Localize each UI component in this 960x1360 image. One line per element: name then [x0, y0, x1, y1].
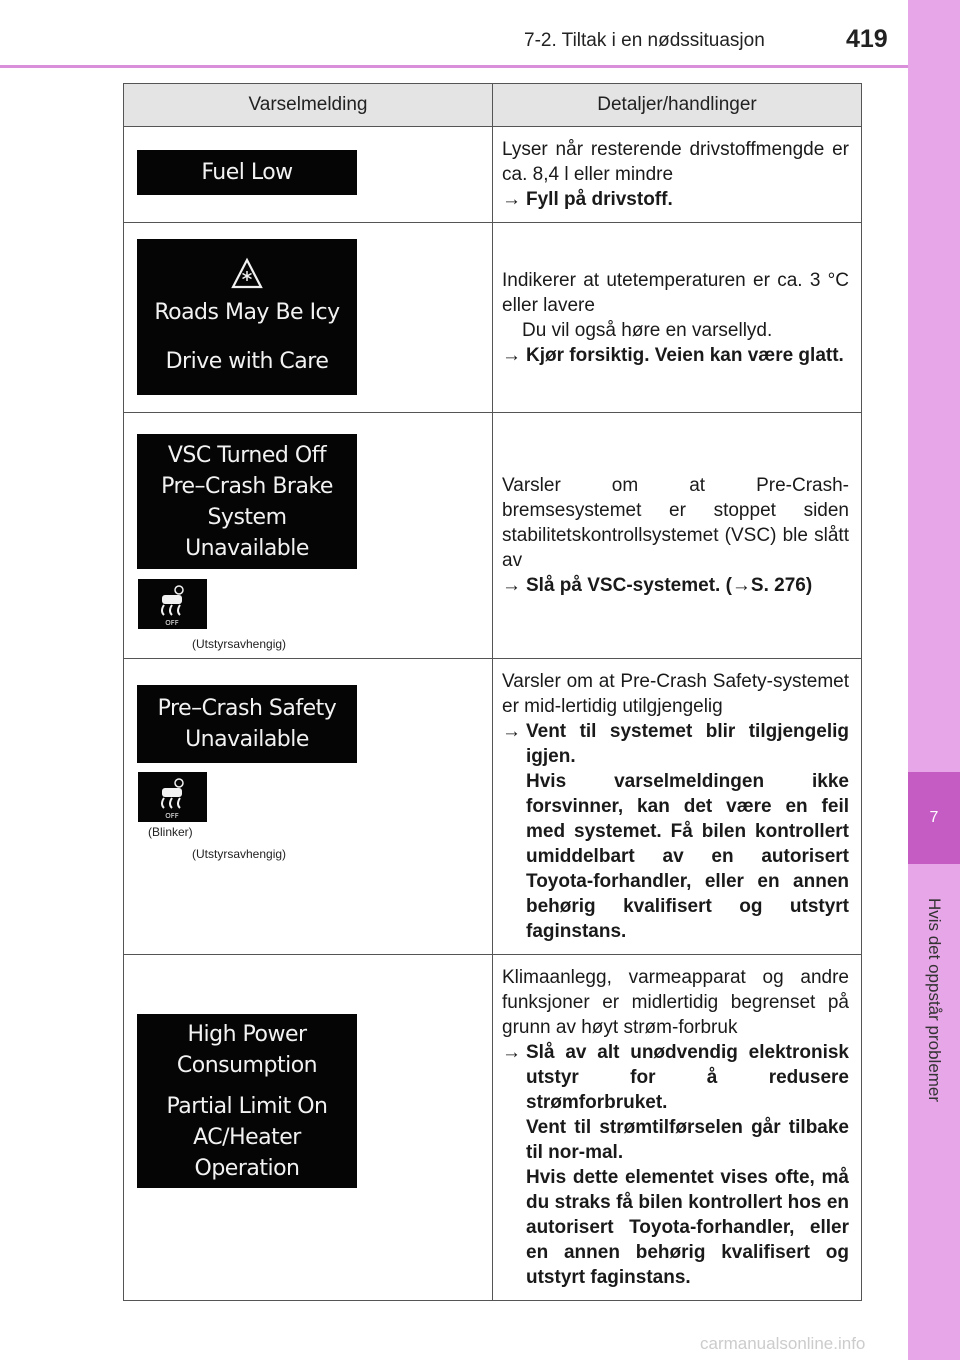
equipment-caption: (Utstyrsavhengig) — [192, 847, 287, 861]
action-text — [502, 719, 849, 769]
additional-text: Hvis dette elementet vises ofte, må du straks få bilen kontrollert hos en autorisert Toyota-forhandler, eller en annen behørig kvalifisert og utstyrt faginstans. — [526, 1167, 849, 1288]
additional-text: Vent til strømtilførselen går tilbake til nor-mal. — [526, 1117, 849, 1163]
display-line: Unavailable — [185, 535, 309, 561]
header-divider — [0, 65, 908, 68]
section-title: 7-2. Tiltak i en nødssituasjon — [524, 30, 765, 51]
details-cell — [493, 413, 862, 659]
icy-roads-display — [137, 239, 357, 395]
table-row — [124, 955, 862, 1301]
watermark: carmanualsonline.info — [700, 1334, 866, 1353]
arrow-icon: → — [502, 1042, 521, 1063]
arrow-icon: → — [502, 344, 521, 366]
details-cell — [493, 223, 862, 413]
table-row — [124, 659, 862, 955]
vsc-off-display — [137, 434, 357, 569]
action-label: Vent til systemet blir tilgjengelig igjen. — [526, 721, 849, 767]
action-label: Fyll på drivstoff. — [526, 189, 673, 210]
action-label: Slå på VSC-systemet. (→S. 276) — [526, 575, 813, 596]
warning-message-table — [123, 83, 862, 1301]
table-header-row — [124, 84, 862, 127]
display-line: AC/Heater — [193, 1124, 301, 1150]
action-text — [502, 187, 849, 212]
pcs-unavailable-display — [137, 685, 357, 763]
display-line: Unavailable — [185, 727, 309, 752]
display-line: Roads May Be Icy — [154, 300, 340, 325]
table-row — [124, 127, 862, 223]
arrow-icon: → — [502, 189, 521, 210]
display-line: System — [207, 504, 287, 530]
high-power-display — [137, 1014, 357, 1188]
display-line: Operation — [194, 1155, 300, 1181]
column-header-message: Varselmelding — [124, 84, 493, 127]
svg-text:OFF: OFF — [165, 619, 179, 627]
chapter-number: 7 — [908, 772, 960, 864]
column-header-details: Detaljer/handlinger — [493, 84, 862, 127]
action-text — [502, 1040, 849, 1115]
details-cell — [493, 127, 862, 223]
display-line: High Power — [187, 1021, 307, 1047]
display-line: Consumption — [176, 1052, 318, 1078]
action-text — [502, 343, 849, 368]
action-label: Kjør forsiktig. Veien kan være glatt. — [526, 344, 844, 366]
display-line: Pre–Crash Brake — [161, 473, 333, 499]
side-tab — [908, 0, 960, 1360]
message-image-cell — [124, 413, 493, 659]
page-number: 419 — [846, 25, 888, 53]
description-text: Lyser når resterende drivstoffmengde er ca. 8,4 l eller mindre — [502, 139, 849, 185]
table-row — [124, 413, 862, 659]
message-image-cell — [124, 955, 493, 1301]
fuel-low-display — [137, 150, 357, 195]
vsc-off-indicator — [138, 772, 207, 822]
details-cell — [493, 955, 862, 1301]
arrow-icon: → — [502, 721, 521, 742]
message-image-cell — [124, 659, 493, 955]
details-cell — [493, 659, 862, 955]
action-text — [502, 573, 849, 598]
vsc-off-icon — [138, 579, 207, 629]
description-text: Varsler om at Pre-Crash-bremsesystemet er stoppet siden stabilitetskontrollsystemet (VSC) ble slått av — [502, 475, 849, 571]
vsc-off-indicator — [138, 579, 207, 629]
display-line: Drive with Care — [165, 349, 329, 374]
equipment-caption: (Utstyrsavhengig) — [192, 637, 287, 651]
description-text: Klimaanlegg, varmeapparat og andre funksjoner er midlertidig begrenset på grunn av høyt strøm-forbruk — [502, 967, 849, 1038]
vsc-off-icon — [138, 772, 207, 822]
table-row — [124, 223, 862, 413]
description-text: Varsler om at Pre-Crash Safety-systemet er mid-lertidig utilgjengelig — [502, 671, 849, 717]
message-image-cell — [124, 127, 493, 223]
display-line: VSC Turned Off — [167, 442, 327, 468]
additional-text: Hvis varselmeldingen ikke forsvinner, kan det være en feil med systemet. Få bilen kontrollert umiddelbart av en autorisert Toyota-forhandler, eller en annen behørig kvalifisert og utstyrt faginstans. — [526, 771, 849, 942]
ice-warning-icon — [230, 257, 264, 291]
action-label: Slå av alt unødvendig elektronisk utstyr for å redusere strømforbruket. — [526, 1042, 849, 1113]
arrow-icon: → — [502, 575, 521, 596]
description-text: Indikerer at utetemperaturen er ca. 3 °C eller lavere — [502, 269, 849, 316]
display-line: Pre–Crash Safety — [157, 696, 337, 721]
svg-text:OFF: OFF — [165, 812, 179, 820]
chapter-title: Hvis det oppstår problemer — [925, 897, 944, 1103]
blink-caption: (Blinker) — [148, 825, 193, 839]
display-line: Partial Limit On — [166, 1093, 328, 1119]
display-line: Fuel Low — [201, 160, 293, 185]
message-image-cell — [124, 223, 493, 413]
sub-text: Du vil også høre en varsellyd. — [522, 319, 773, 341]
